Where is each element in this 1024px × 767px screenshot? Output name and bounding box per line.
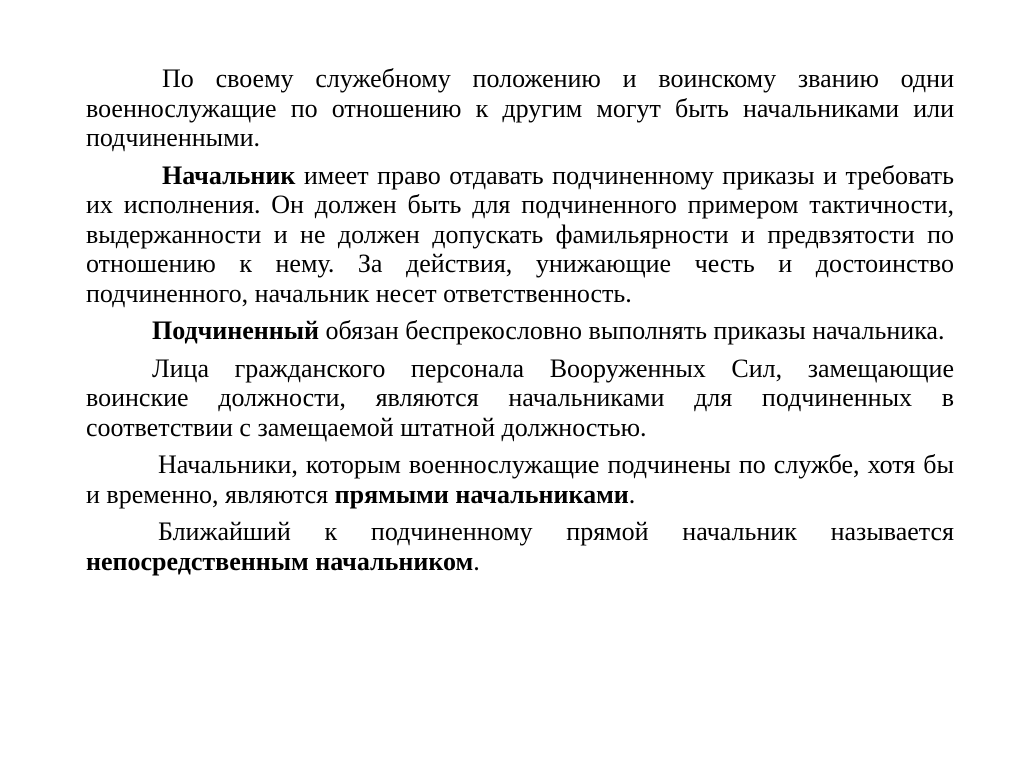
paragraph-text: имеет право отдавать подчиненному приказы и требовать их исполнения. Он должен быть для подчиненного примером тактичности, выдержанности и не должен допускать фамильярности и предвзятости по отношению к нему. За действия, унижающие честь и достоинство подчиненного, начальник несет ответственность. [86,160,954,308]
term-subordinate: Подчиненный [152,316,320,345]
paragraph-text: Начальники, которым военнослужащие подчинены по службе, хотя бы и временно, являются [86,450,954,509]
paragraph-civilian-personnel [86,354,954,443]
term-immediate-commander: непосредственным начальником [86,546,474,576]
paragraph-text: обязан беспрекословно выполнять приказы начальника. [319,316,945,345]
paragraph-commander [86,161,954,309]
paragraph-text: Ближайший к подчиненному прямой начальник называется [158,517,954,546]
term-direct-commanders: прямыми начальниками [334,479,629,509]
paragraph-text: Лица гражданского персонала Вооруженных Сил, замещающие воинские должности, являются начальниками для подчиненных в соответствии с замещаемой штатной должностью. [86,353,954,442]
paragraph-direct-commanders [86,450,954,509]
document-body [86,64,954,584]
paragraph-subordinate [86,316,954,346]
paragraph-text: По своему служебному положению и воинскому званию одни военнослужащие по отношению к другим могут быть начальниками или подчиненными. [86,64,954,152]
paragraph-end: . [628,479,636,509]
paragraph-end: . [473,546,480,576]
term-commander: Начальник [162,160,296,190]
paragraph-immediate-commander [86,517,954,576]
paragraph-ranks [86,64,954,153]
